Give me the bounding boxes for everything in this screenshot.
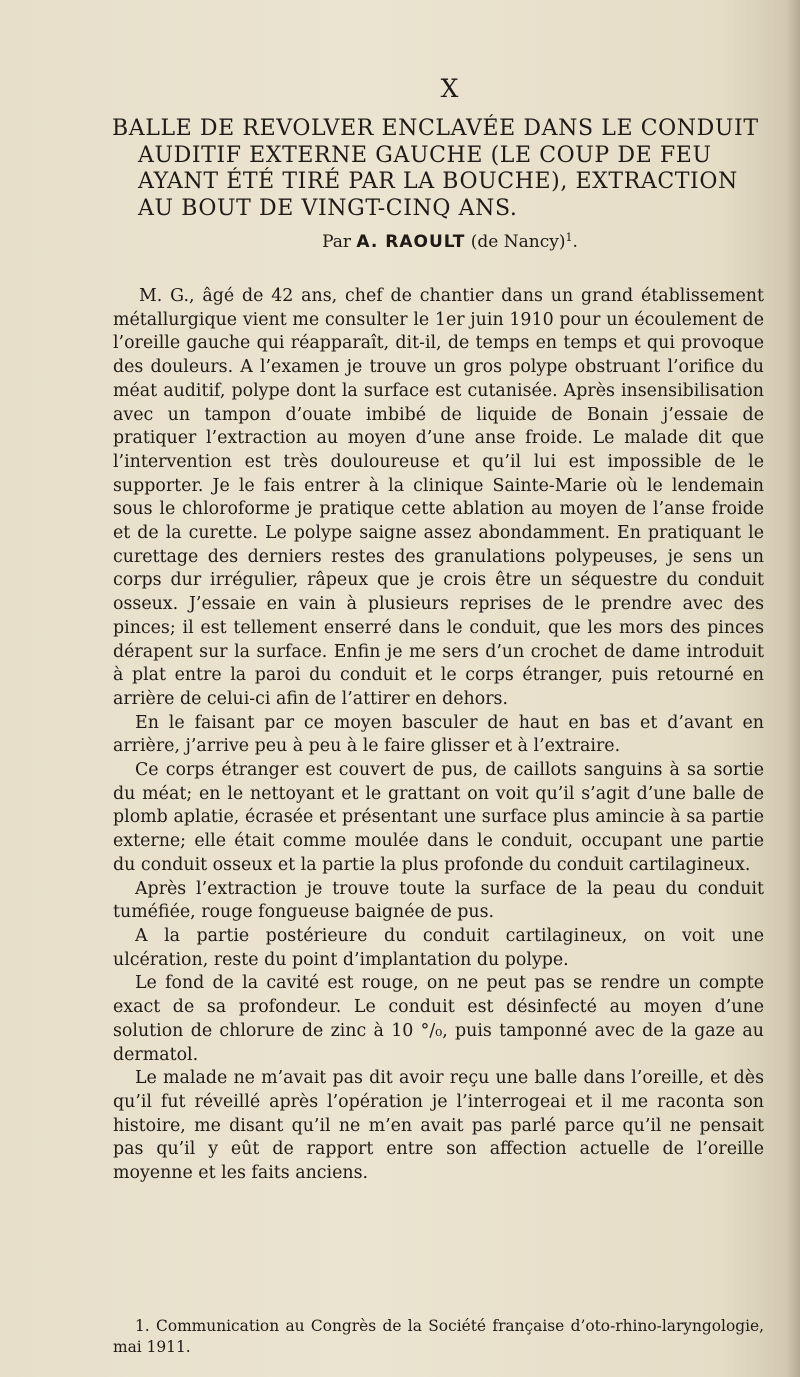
paragraph-3: Ce corps étranger est couvert de pus, de caillots sanguins à sa sortie du méat; en le nettoyant et le grattant on voit qu’il s’agit d’une balle de plomb aplatie, écrasée et présentant une surface plus amincie à sa partie externe; elle était comme moulée dans le conduit, occupant une partie du conduit osseux et la partie la plus profonde du conduit cartilagineux. <box>113 760 764 875</box>
title-line-3: AYANT ÉTÉ TIRÉ PAR LA BOUCHE), EXTRACTION <box>138 169 738 194</box>
footnote-text: 1. Communication au Congrès de la Société française d’oto-rhino-laryngologie, mai 1911. <box>113 1317 764 1356</box>
paragraph-6: Le fond de la cavité est rouge, on ne peut pas se rendre un compte exact de sa profondeur. Le conduit est désinfecté au moyen d’une solution de chlorure de zinc à 10 °/₀, puis tamponné avec de la gaze au dermatol. <box>113 973 764 1065</box>
paragraph-5: A la partie postérieure du conduit cartilagineux, on voit une ulcération, reste du point d’implantation du polype. <box>113 925 764 970</box>
paragraph-2: En le faisant par ce moyen basculer de haut en bas et d’avant en arrière, j’arrive peu à peu à le faire glisser et à l’extraire. <box>113 712 764 757</box>
title-line-1: BALLE DE REVOLVER ENCLAVÉE DANS LE CONDUIT <box>112 116 759 141</box>
chapter-number: X <box>440 74 460 103</box>
byline <box>0 232 800 252</box>
paragraph-4: Après l’extraction je trouve toute la surface de la peau du conduit tuméfiée, rouge fongueuse baignée de pus. <box>113 878 764 923</box>
article-title <box>112 116 780 222</box>
paragraph-1: M. G., âgé de 42 ans, chef de chantier dans un grand établissement métallurgique vient me consulter le 1er juin 1910 pour un écoulement de l’oreille gauche qui réapparaît, dit-il, de temps en temps et qui provoque des douleurs. A l’examen je trouve un gros polype obstruant l’orifice du méat auditif, polype dont la surface est cutanisée. Après insensibilisation avec un tampon d’ouate imbibé de liquide de Bonain j’essaie de pratiquer l’extraction au moyen d’une anse froide. Le malade dit que l’intervention est très douloureuse et qu’il lui est impossible de le supporter. Je le fais entrer à la clinique Sainte-Marie où le lendemain sous le chloroforme je pratique cette ablation au moyen de l’anse froide et de la curette. Le polype saigne assez abondamment. En pratiquant le curettage des derniers restes des granulations polypeuses, je sens un corps dur irrégulier, râpeux que je crois être un séquestre du conduit osseux. J’essaie en vain à plusieurs reprises de le prendre avec des pinces; il est tellement enserré dans le conduit, que les mors des pinces dérapent sur la surface. Enfin je me sers d’un crochet de dame introduit à plat entre la paroi du conduit et le corps étranger, puis retourné en arrière de celui-ci afin de l’attirer en dehors. <box>113 286 764 709</box>
footnote <box>113 1316 764 1358</box>
title-line-2: AUDITIF EXTERNE GAUCHE (LE COUP DE FEU <box>138 142 712 168</box>
footnote-mark: 1 <box>565 231 573 244</box>
byline-prefix: Par <box>322 232 352 252</box>
page-gutter-shadow <box>786 0 800 1377</box>
paragraph-7: Le malade ne m’avait pas dit avoir reçu une balle dans l’oreille, et dès qu’il fut réveillé après l’opération je l’interrogeai et il me raconta son histoire, me disant qu’il ne m’en avait pas parlé parce qu’il ne pensait pas qu’il y eût de rapport entre son affection actuelle de l’oreille moyenne et les faits anciens. <box>113 1068 764 1184</box>
article-body <box>113 285 764 1186</box>
author-name: A. RAOULT <box>356 232 466 252</box>
byline-period: . <box>572 232 578 252</box>
author-affiliation: (de Nancy) <box>470 232 566 252</box>
title-line-4: AU BOUT DE VINGT-CINQ ANS. <box>138 195 518 221</box>
